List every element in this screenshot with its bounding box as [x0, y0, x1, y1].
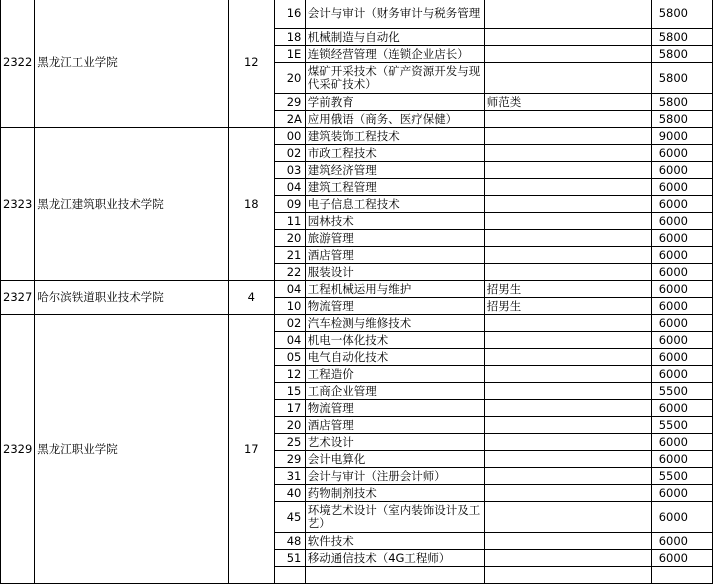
- major-code-cell: 03: [274, 162, 305, 179]
- major-name-cell: 酒店管理: [305, 247, 484, 264]
- major-name-cell: 旅游管理: [305, 230, 484, 247]
- major-note-cell: [484, 400, 651, 417]
- school-name-cell: 哈尔滨铁道职业技术学院: [35, 281, 229, 315]
- tuition-fee-cell: 6000: [651, 451, 712, 468]
- major-code-cell: 02: [274, 145, 305, 162]
- major-name-cell: 药物制剂技术: [305, 485, 484, 502]
- major-name-cell: 建筑工程管理: [305, 179, 484, 196]
- major-name-cell: 建筑装饰工程技术: [305, 128, 484, 145]
- major-name-cell: 电气自动化技术: [305, 349, 484, 366]
- table-row: [1, 315, 713, 332]
- tuition-fee-cell: 6000: [651, 502, 712, 533]
- tuition-fee-cell: [651, 567, 712, 584]
- major-name-cell: 艺术设计: [305, 434, 484, 451]
- major-code-cell: 16: [274, 0, 305, 29]
- plan-count-cell: 17: [228, 315, 274, 584]
- major-code-cell: 20: [274, 417, 305, 434]
- tuition-fee-cell: 6000: [651, 213, 712, 230]
- major-code-cell: 02: [274, 315, 305, 332]
- major-note-cell: [484, 550, 651, 567]
- major-name-cell: 工程造价: [305, 366, 484, 383]
- major-code-cell: 31: [274, 468, 305, 485]
- major-note-cell: [484, 247, 651, 264]
- tuition-fee-cell: 6000: [651, 332, 712, 349]
- tuition-fee-cell: 5500: [651, 383, 712, 400]
- major-note-cell: [484, 230, 651, 247]
- major-note-cell: [484, 162, 651, 179]
- major-name-cell: 会计与审计（注册会计师）: [305, 468, 484, 485]
- tuition-fee-cell: 6000: [651, 434, 712, 451]
- major-name-cell: 应用俄语（商务、医疗保健）: [305, 111, 484, 128]
- tuition-fee-cell: 5800: [651, 94, 712, 111]
- major-name-cell: 物流管理: [305, 400, 484, 417]
- major-note-cell: [484, 349, 651, 366]
- major-code-cell: 2A: [274, 111, 305, 128]
- tuition-fee-cell: 5800: [651, 63, 712, 94]
- major-note-cell: [484, 0, 651, 29]
- major-name-cell: 物流管理: [305, 298, 484, 315]
- major-note-cell: [484, 315, 651, 332]
- major-code-cell: 04: [274, 179, 305, 196]
- major-name-cell: [305, 567, 484, 584]
- major-code-cell: 09: [274, 196, 305, 213]
- major-code-cell: 45: [274, 502, 305, 533]
- major-code-cell: 00: [274, 128, 305, 145]
- major-note-cell: 师范类: [484, 94, 651, 111]
- major-code-cell: 22: [274, 264, 305, 281]
- major-code-cell: 29: [274, 94, 305, 111]
- tuition-fee-cell: 6000: [651, 281, 712, 298]
- major-code-cell: 40: [274, 485, 305, 502]
- major-name-cell: 服装设计: [305, 264, 484, 281]
- major-note-cell: [484, 145, 651, 162]
- major-note-cell: [484, 332, 651, 349]
- tuition-fee-cell: 6000: [651, 264, 712, 281]
- school-code-cell: 2329: [1, 315, 35, 584]
- major-name-cell: 会计电算化: [305, 451, 484, 468]
- major-name-cell: 建筑经济管理: [305, 162, 484, 179]
- major-note-cell: 招男生: [484, 281, 651, 298]
- major-code-cell: 17: [274, 400, 305, 417]
- major-code-cell: 04: [274, 281, 305, 298]
- major-note-cell: [484, 63, 651, 94]
- school-name-cell: 黑龙江建筑职业技术学院: [35, 128, 229, 281]
- school-name-cell: 黑龙江工业学院: [35, 0, 229, 128]
- plan-count-cell: 4: [228, 281, 274, 315]
- major-note-cell: [484, 196, 651, 213]
- major-note-cell: [484, 383, 651, 400]
- major-name-cell: 移动通信技术（4G工程师）: [305, 550, 484, 567]
- major-name-cell: 学前教育: [305, 94, 484, 111]
- tuition-fee-cell: 5500: [651, 417, 712, 434]
- major-name-cell: 工商企业管理: [305, 383, 484, 400]
- major-note-cell: [484, 468, 651, 485]
- major-code-cell: 29: [274, 451, 305, 468]
- major-code-cell: 12: [274, 366, 305, 383]
- major-note-cell: [484, 417, 651, 434]
- major-name-cell: 环境艺术设计（室内装饰设计及工艺）: [305, 502, 484, 533]
- tuition-fee-cell: 6000: [651, 315, 712, 332]
- major-note-cell: [484, 502, 651, 533]
- major-name-cell: 机械制造与自动化: [305, 29, 484, 46]
- major-name-cell: 机电一体化技术: [305, 332, 484, 349]
- tuition-fee-cell: 6000: [651, 247, 712, 264]
- school-code-cell: 2322: [1, 0, 35, 128]
- tuition-fee-cell: 5800: [651, 111, 712, 128]
- table-row: [1, 0, 713, 29]
- major-note-cell: [484, 128, 651, 145]
- major-note-cell: [484, 179, 651, 196]
- table-row: [1, 128, 713, 145]
- school-code-cell: 2327: [1, 281, 35, 315]
- tuition-fee-cell: 6000: [651, 179, 712, 196]
- plan-count-cell: 18: [228, 128, 274, 281]
- tuition-fee-cell: 6000: [651, 485, 712, 502]
- major-code-cell: 05: [274, 349, 305, 366]
- major-note-cell: [484, 264, 651, 281]
- major-note-cell: [484, 111, 651, 128]
- major-name-cell: 软件技术: [305, 533, 484, 550]
- major-code-cell: 25: [274, 434, 305, 451]
- major-name-cell: 会计与审计（财务审计与税务管理: [305, 0, 484, 29]
- tuition-fee-cell: 5800: [651, 0, 712, 29]
- table-row: [1, 281, 713, 298]
- tuition-fee-cell: 9000: [651, 128, 712, 145]
- tuition-fee-cell: 6000: [651, 196, 712, 213]
- major-code-cell: 21: [274, 247, 305, 264]
- major-code-cell: 18: [274, 29, 305, 46]
- major-name-cell: 酒店管理: [305, 417, 484, 434]
- major-note-cell: [484, 213, 651, 230]
- tuition-fee-cell: 6000: [651, 349, 712, 366]
- tuition-fee-cell: 6000: [651, 533, 712, 550]
- major-code-cell: 04: [274, 332, 305, 349]
- tuition-fee-cell: 6000: [651, 145, 712, 162]
- major-code-cell: 1E: [274, 46, 305, 63]
- major-note-cell: [484, 451, 651, 468]
- major-note-cell: [484, 533, 651, 550]
- major-note-cell: [484, 46, 651, 63]
- major-name-cell: 连锁经营管理（连锁企业店长）: [305, 46, 484, 63]
- major-code-cell: 20: [274, 230, 305, 247]
- tuition-fee-cell: 6000: [651, 550, 712, 567]
- major-note-cell: [484, 434, 651, 451]
- major-name-cell: 煤矿开采技术（矿产资源开发与现代采矿技术）: [305, 63, 484, 94]
- major-name-cell: 市政工程技术: [305, 145, 484, 162]
- tuition-fee-cell: 6000: [651, 230, 712, 247]
- major-note-cell: [484, 29, 651, 46]
- major-code-cell: 10: [274, 298, 305, 315]
- tuition-fee-cell: 6000: [651, 298, 712, 315]
- major-code-cell: [274, 567, 305, 584]
- major-code-cell: 20: [274, 63, 305, 94]
- major-name-cell: 汽车检测与维修技术: [305, 315, 484, 332]
- major-code-cell: 48: [274, 533, 305, 550]
- major-name-cell: 工程机械运用与维护: [305, 281, 484, 298]
- plan-count-cell: 12: [228, 0, 274, 128]
- tuition-fee-cell: 6000: [651, 400, 712, 417]
- major-note-cell: [484, 485, 651, 502]
- major-name-cell: 电子信息工程技术: [305, 196, 484, 213]
- major-note-cell: [484, 567, 651, 584]
- tuition-fee-cell: 5800: [651, 46, 712, 63]
- tuition-fee-cell: 6000: [651, 366, 712, 383]
- school-name-cell: 黑龙江职业学院: [35, 315, 229, 584]
- major-code-cell: 11: [274, 213, 305, 230]
- tuition-fee-cell: 5800: [651, 29, 712, 46]
- major-note-cell: 招男生: [484, 298, 651, 315]
- major-name-cell: 园林技术: [305, 213, 484, 230]
- major-code-cell: 15: [274, 383, 305, 400]
- major-code-cell: 51: [274, 550, 305, 567]
- school-code-cell: 2323: [1, 128, 35, 281]
- major-note-cell: [484, 366, 651, 383]
- tuition-fee-cell: 6000: [651, 162, 712, 179]
- tuition-fee-cell: 5500: [651, 468, 712, 485]
